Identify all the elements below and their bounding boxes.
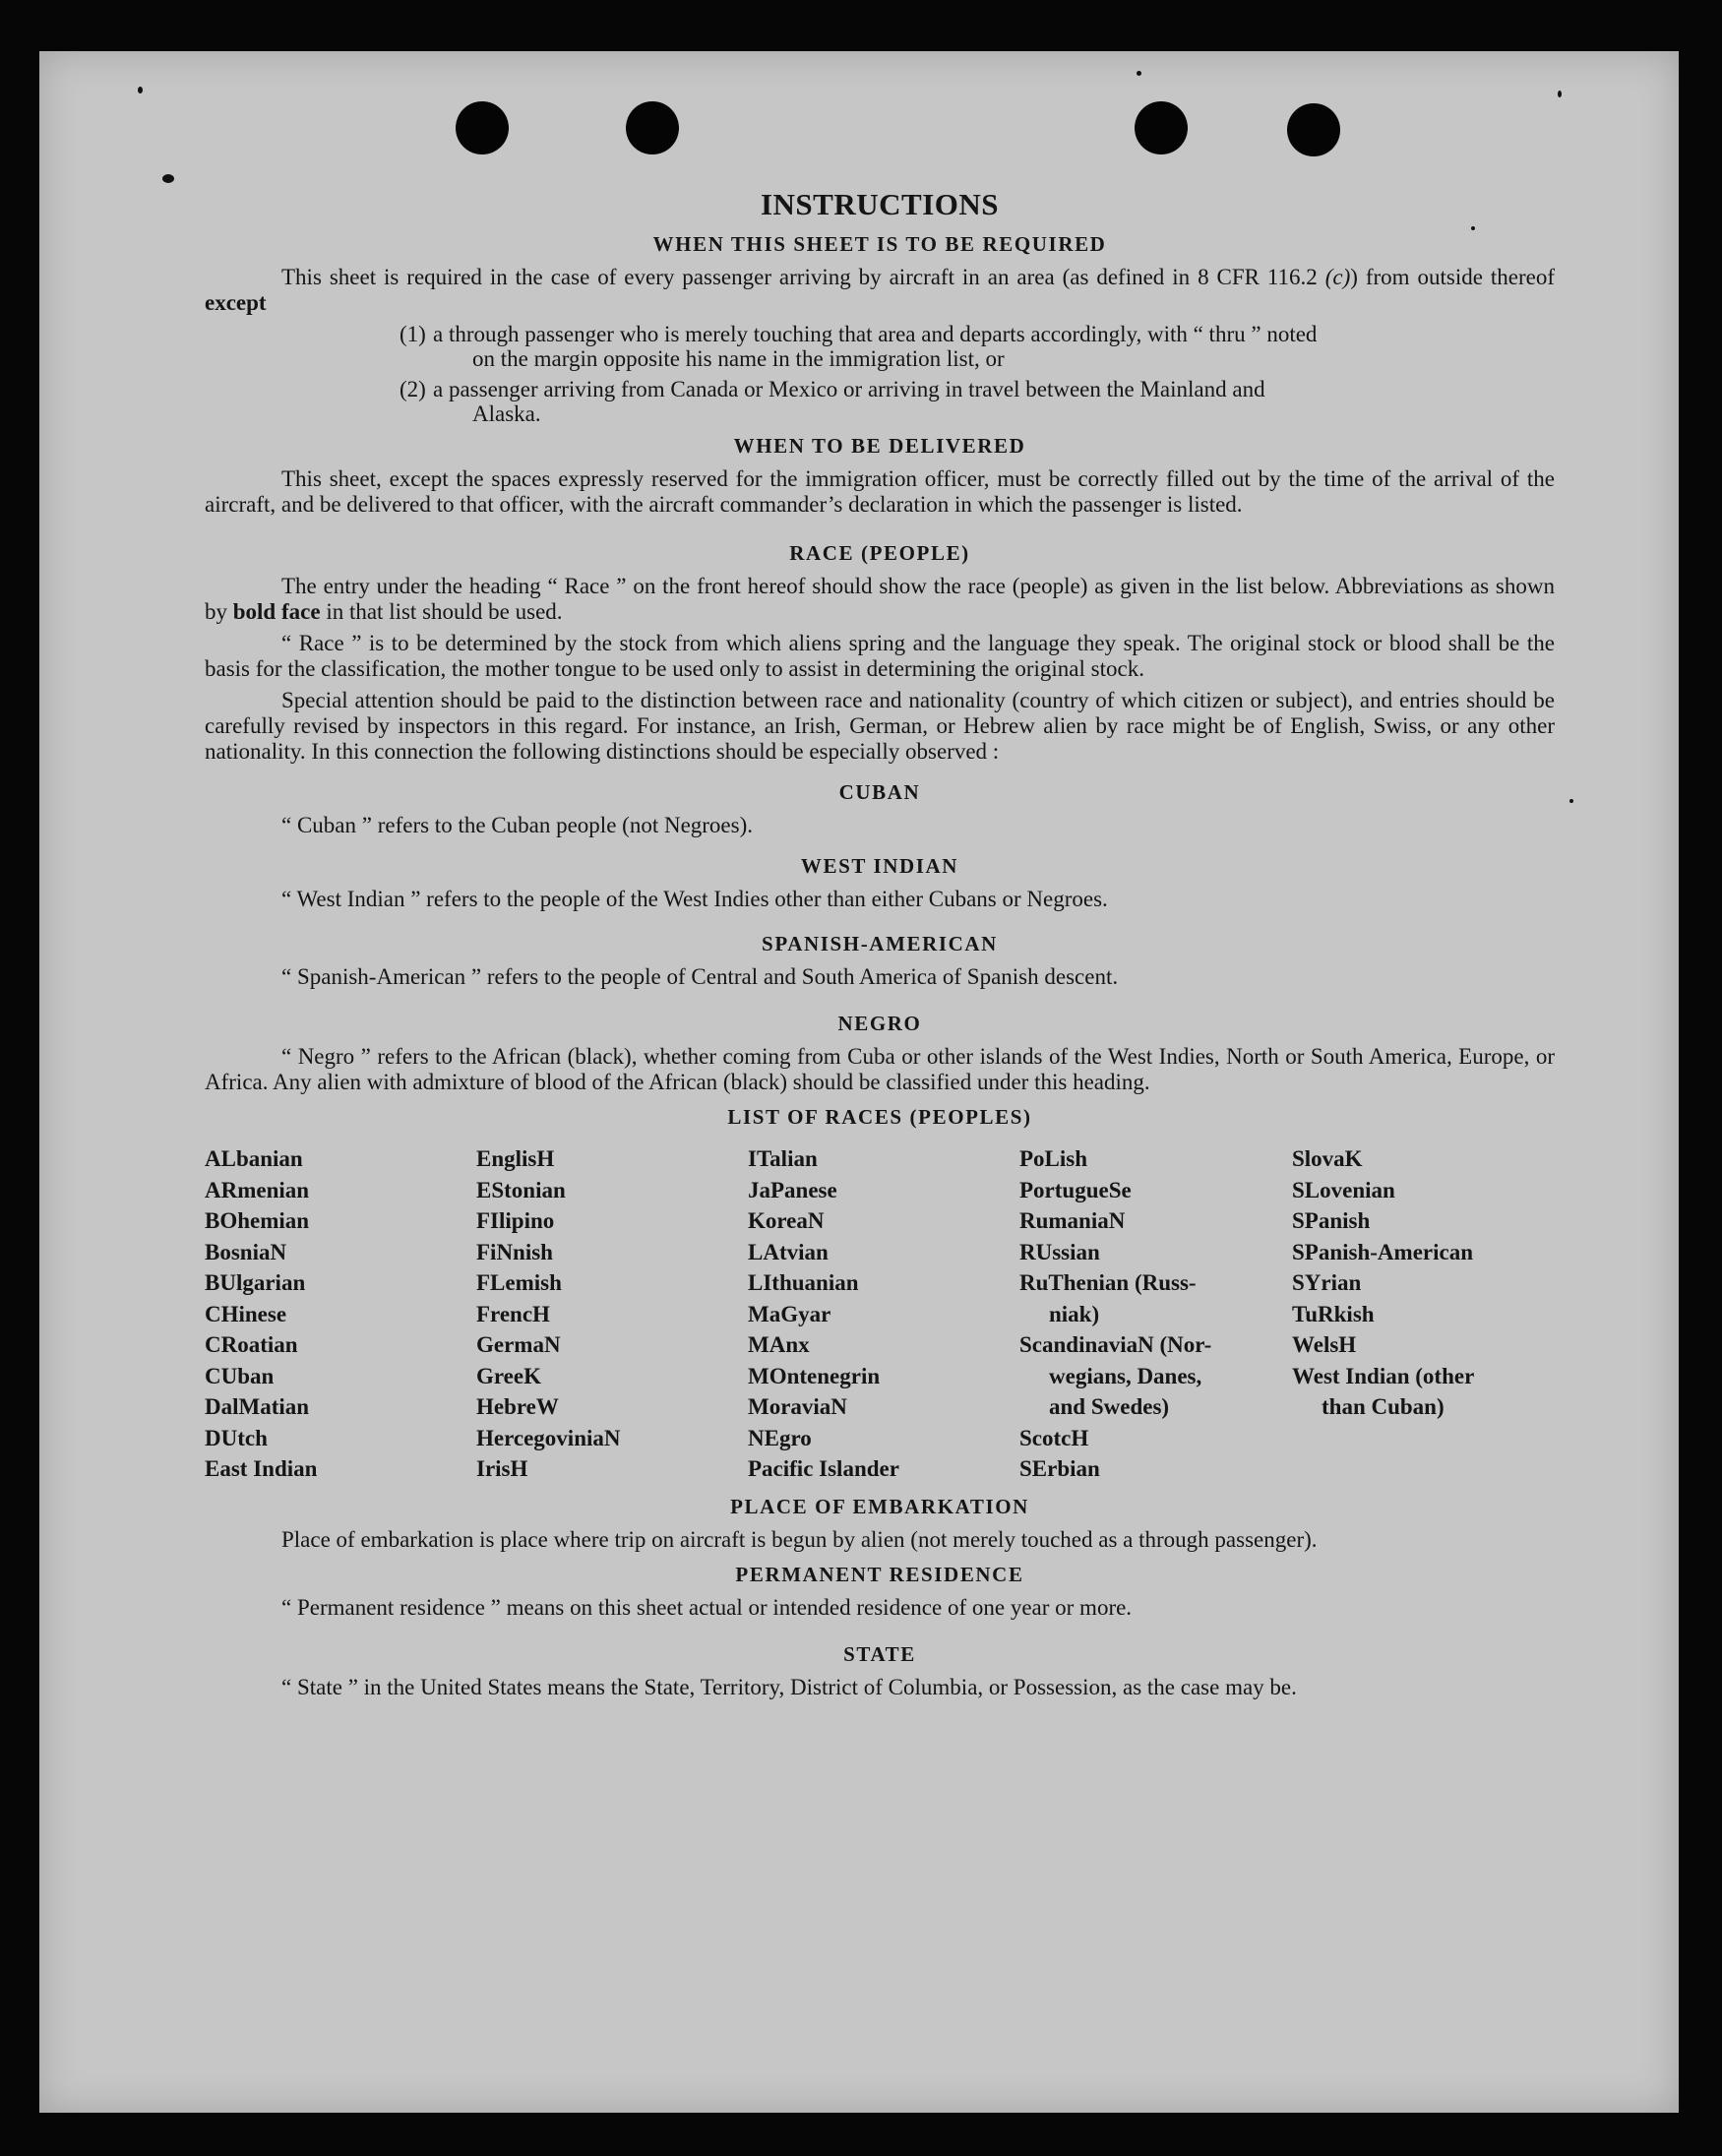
race-heading: RACE (PEOPLE) — [789, 541, 970, 565]
race-item: ARmenian — [205, 1177, 310, 1202]
race-item: PoLish — [1019, 1146, 1088, 1171]
race-item: FrencH — [476, 1301, 550, 1326]
race-item: GermaN — [476, 1332, 561, 1357]
race-item: SErbian — [1019, 1456, 1100, 1481]
embarkation-heading: PLACE OF EMBARKATION — [730, 1494, 1029, 1518]
race-item: SLovenian — [1292, 1177, 1395, 1202]
race-item: GreeK — [476, 1363, 541, 1388]
embarkation-text: Place of embarkation is place where trip on aircraft is begun by alien (not merely touched as a through passenger). — [281, 1526, 1318, 1552]
race-item: BosniaN — [205, 1239, 287, 1264]
race-item: JaPanese — [748, 1177, 837, 1202]
race-item: DUtch — [205, 1425, 268, 1450]
punch-hole-1 — [456, 101, 509, 154]
race-item: and Swedes) — [1049, 1394, 1170, 1419]
when-delivered-text: This sheet, except the spaces expressly reserved for the immigration officer, must be correctly filled out by the time of the arrival of the aircraft, and be delivered to that officer, with the aircraft commander’s declaration in which the passenger is listed. — [205, 466, 1555, 517]
west-indian-heading: WEST INDIAN — [800, 854, 959, 878]
when-required-heading: WHEN THIS SHEET IS TO BE REQUIRED — [652, 232, 1107, 256]
race-paragraph-2: “ Race ” is to be determined by the stock from which aliens spring and the language they speak. The original stock or blood shall be the basis for the classification, the mother tongue to be used only to assist in determining the original stock. — [205, 631, 1555, 681]
cuban-heading: CUBAN — [838, 780, 921, 804]
race-item: MoraviaN — [748, 1394, 847, 1419]
race-item: DalMatian — [205, 1394, 310, 1419]
residence-text: “ Permanent residence ” means on this sheet actual or intended residence of one year or more. — [281, 1594, 1133, 1620]
races-column-3 — [748, 1143, 1019, 1485]
race-item: CRoatian — [205, 1332, 298, 1357]
race-item: SYrian — [1292, 1270, 1362, 1295]
document-page — [39, 51, 1679, 2113]
race-item: ScotcH — [1019, 1425, 1089, 1450]
races-column-1 — [205, 1143, 476, 1485]
race-item: MOntenegrin — [748, 1363, 881, 1388]
negro-heading: NEGRO — [837, 1012, 922, 1035]
race-item: FiNnish — [476, 1239, 553, 1264]
race-item: TuRkish — [1292, 1301, 1375, 1326]
races-column-5 — [1292, 1143, 1548, 1485]
race-item: SPanish-American — [1292, 1239, 1473, 1264]
race-item: HercegoviniaN — [476, 1425, 621, 1450]
race-item: BOhemian — [205, 1208, 310, 1233]
race-item: SlovaK — [1292, 1146, 1363, 1171]
race-item: SPanish — [1292, 1208, 1371, 1233]
race-item: FLemish — [476, 1270, 562, 1295]
race-item: Pacific Islander — [748, 1456, 899, 1481]
list-of-races — [205, 1143, 1555, 1485]
race-item: RumaniaN — [1019, 1208, 1126, 1233]
race-item: WelsH — [1292, 1332, 1357, 1357]
race-item: HebreW — [476, 1394, 559, 1419]
race-item: IrisH — [476, 1456, 528, 1481]
race-item: LIthuanian — [748, 1270, 859, 1295]
condition-item-1: (1) a through passenger who is merely touching that area and departs accordingly, with “ thru ” noted on the margin opposite his name in the immigration list, or — [400, 322, 1318, 371]
race-item: BUlgarian — [205, 1270, 306, 1295]
punch-hole-3 — [1135, 101, 1188, 154]
race-item: ScandinaviaN (Nor- — [1019, 1332, 1212, 1357]
races-column-4 — [1019, 1143, 1292, 1485]
state-heading: STATE — [843, 1641, 916, 1666]
page-title: INSTRUCTIONS — [760, 187, 999, 221]
race-item: RuThenian (Russ- — [1019, 1270, 1197, 1295]
list-of-races-heading: LIST OF RACES (PEOPLES) — [727, 1105, 1032, 1129]
race-paragraph-3: Special attention should be paid to the distinction between race and nationality (country of which citizen or subject), and entries should be carefully revised by inspectors in this regard. For instance, an Irish, German, or Hebrew alien by race might be of English, Swiss, or any other nationality. In this connection the following distinctions should be especially observed : — [205, 688, 1555, 764]
spanish-american-text: “ Spanish-American ” refers to the people of Central and South America of Spanish descent. — [281, 964, 1119, 989]
condition-item-2: (2) a passenger arriving from Canada or Mexico or arriving in travel between the Mainland and Alaska. — [400, 377, 1265, 426]
race-item: CUban — [205, 1363, 275, 1388]
race-item: FIlipino — [476, 1208, 555, 1233]
punch-hole-4 — [1287, 103, 1340, 156]
when-delivered-heading: WHEN TO BE DELIVERED — [733, 434, 1026, 458]
race-item: wegians, Danes, — [1049, 1363, 1202, 1388]
race-item: niak) — [1049, 1301, 1100, 1326]
race-item: East Indian — [205, 1456, 318, 1481]
race-item: PortugueSe — [1019, 1177, 1132, 1202]
residence-heading: PERMANENT RESIDENCE — [735, 1562, 1024, 1586]
cuban-text: “ Cuban ” refers to the Cuban people (not Negroes). — [281, 813, 754, 837]
west-indian-text: “ West Indian ” refers to the people of the West Indies other than either Cubans or Negroes. — [281, 887, 1108, 911]
race-item: MAnx — [748, 1332, 810, 1357]
race-item: RUssian — [1019, 1239, 1100, 1264]
race-item: EnglisH — [476, 1146, 555, 1171]
race-paragraph-1: The entry under the heading “ Race ” on the front hereof should show the race (people) as given in the list below. Abbreviations as shown by bold face in that list should be used. — [205, 574, 1555, 624]
instructions-content — [205, 187, 1555, 1700]
race-item: MaGyar — [748, 1301, 831, 1326]
race-item: than Cuban) — [1322, 1394, 1445, 1419]
race-item: ITalian — [748, 1146, 818, 1171]
race-item: KoreaN — [748, 1208, 825, 1233]
negro-text: “ Negro ” refers to the African (black), whether coming from Cuba or other islands of the West Indies, North or South America, Europe, or Africa. Any alien with admixture of blood of the African (black) should be classified under this heading. — [205, 1044, 1555, 1094]
state-text: “ State ” in the United States means the State, Territory, District of Columbia, or Possession, as the case may be. — [281, 1674, 1297, 1699]
punch-hole-2 — [626, 101, 679, 154]
race-item: EStonian — [476, 1177, 566, 1202]
race-item: ALbanian — [205, 1146, 303, 1171]
race-item: NEgro — [748, 1425, 812, 1450]
race-item: LAtvian — [748, 1239, 829, 1264]
spanish-american-heading: SPANISH-AMERICAN — [762, 932, 998, 955]
when-required-intro: This sheet is required in the case of every passenger arriving by aircraft in an area (as defined in 8 CFR 116.2 (c)) from outside thereof except — [205, 265, 1555, 315]
races-column-2 — [476, 1143, 748, 1485]
race-item: West Indian (other — [1292, 1363, 1475, 1388]
race-item: CHinese — [205, 1301, 287, 1326]
